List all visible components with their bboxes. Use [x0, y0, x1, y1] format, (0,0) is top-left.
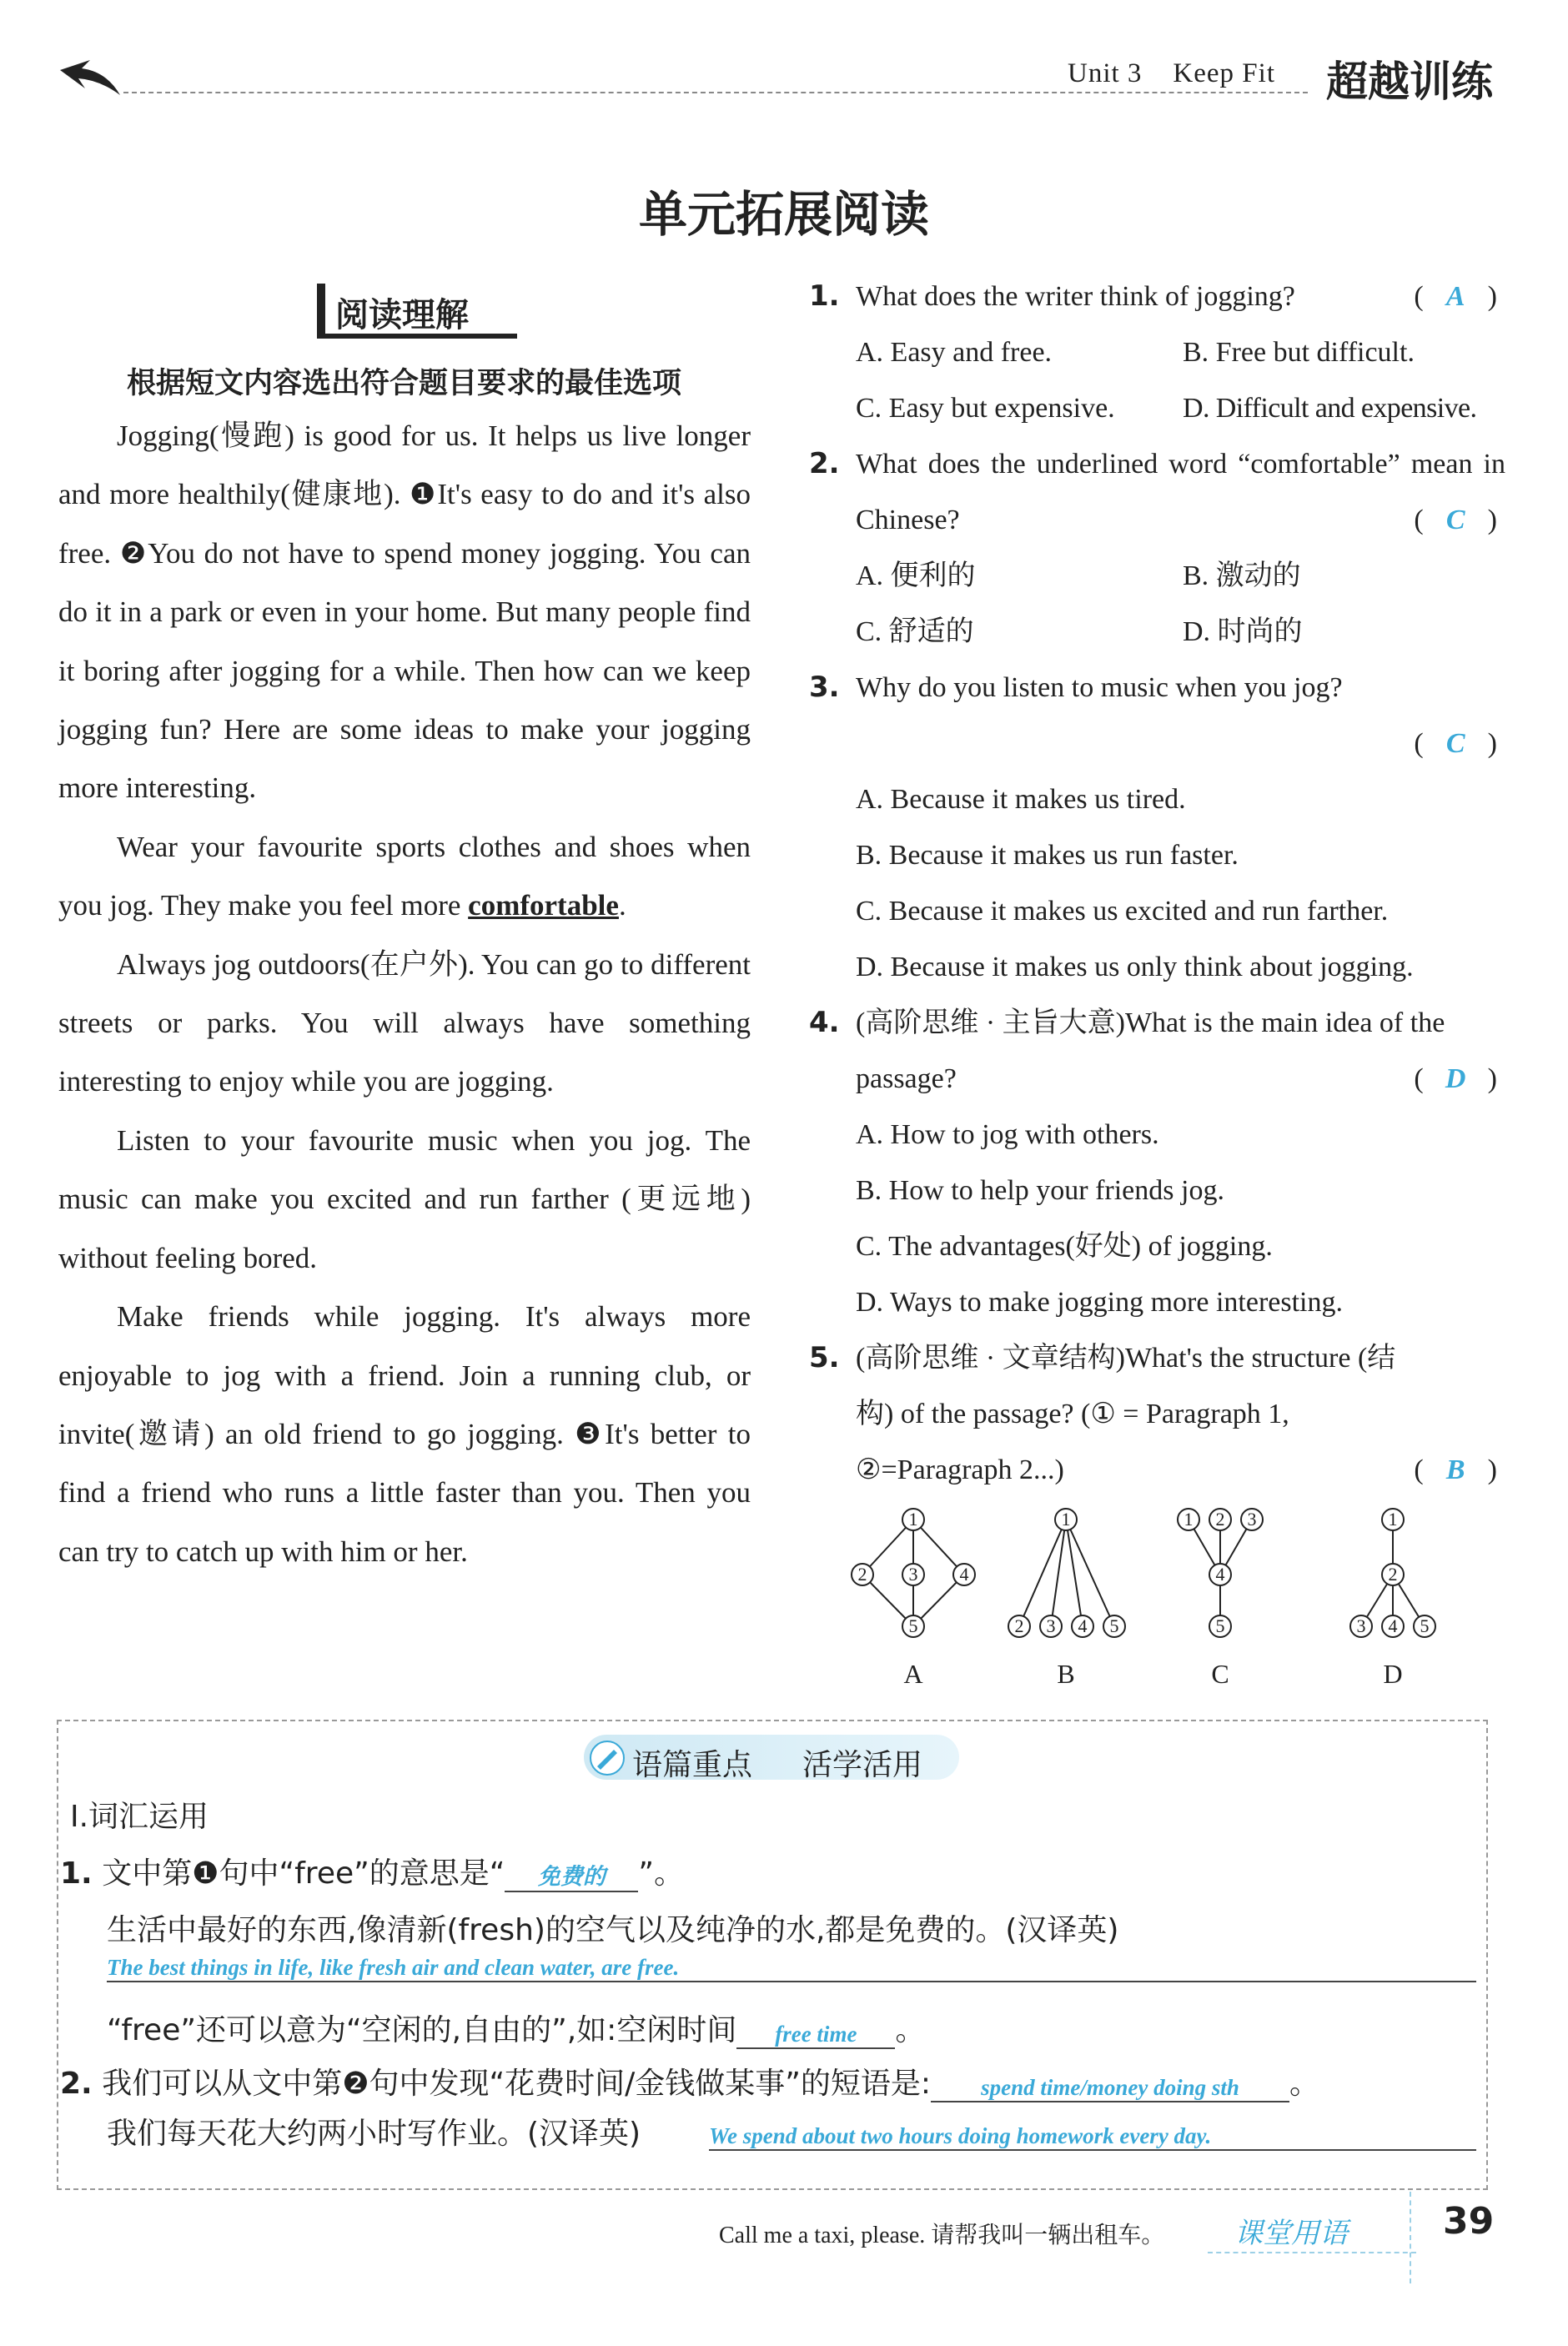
- svg-text:1: 1: [1184, 1509, 1194, 1530]
- footer-rule: [1208, 2252, 1416, 2253]
- answer-blank[interactable]: spend time/money doing sth: [931, 2075, 1289, 2102]
- banner-right: 活学活用: [802, 1748, 923, 1782]
- svg-text:2: 2: [1215, 1509, 1225, 1530]
- question-3: 3. Why do you listen to music when you jog? ( C ): [801, 660, 1505, 771]
- back-arrow-icon: [57, 53, 123, 103]
- svg-text:3: 3: [1247, 1509, 1257, 1530]
- answer-blank[interactable]: free time: [736, 2022, 895, 2049]
- option[interactable]: B. 激动的: [1183, 560, 1301, 591]
- svg-text:4: 4: [1388, 1615, 1398, 1636]
- svg-text:2: 2: [1388, 1564, 1398, 1585]
- answer-line[interactable]: The best things in life, like fresh air and clean water, are free.: [107, 1955, 1476, 1982]
- diagram-label-b: B: [1057, 1659, 1075, 1689]
- options-2: [856, 548, 1505, 660]
- diagram-label-a: A: [903, 1659, 923, 1689]
- vocab-banner: [584, 1735, 959, 1780]
- option[interactable]: B. Because it makes us run faster.: [856, 840, 1239, 871]
- question-5: 5. (高阶思维 · 文章结构)What's the structure (结构) of the passage? (① = Paragraph 1, ②=Paragraph 2...) ( B ): [801, 1330, 1505, 1498]
- diagram-b[interactable]: [1008, 1509, 1125, 1637]
- unit-label: Unit 3 Keep Fit: [1068, 58, 1275, 88]
- paragraph-2: Wear your favourite sports clothes and shoes when you jog. They make you feel more comfortable.: [58, 830, 751, 922]
- option[interactable]: A. Because it makes us tired.: [856, 784, 1186, 815]
- option[interactable]: C. The advantages(好处) of jogging.: [856, 1231, 1273, 1262]
- answer-1: A: [1445, 281, 1465, 312]
- sentence-marker-1: ❶: [410, 478, 438, 512]
- option[interactable]: C. Easy but expensive.: [856, 393, 1115, 424]
- option[interactable]: A. How to jog with others.: [856, 1119, 1159, 1150]
- vocab-q2: 2. 我们可以从文中第❷句中发现“花费时间/金钱做某事”的短语是: spend time/money doing sth 。: [60, 2067, 1320, 2101]
- footer-divider: [1410, 2192, 1411, 2283]
- sentence-marker-3: ❸: [575, 1417, 606, 1451]
- footer-phrase: Call me a taxi, please. 请帮我叫一辆出租车。: [719, 2223, 1165, 2248]
- instruction: 根据短文内容选出符合题目要求的最佳选项: [127, 367, 682, 400]
- page-number: 39: [1443, 2200, 1495, 2243]
- svg-text:4: 4: [1215, 1564, 1225, 1585]
- banner-left: 语篇重点: [632, 1748, 753, 1782]
- vocab-q1-translate: 生活中最好的东西,像清新(fresh)的空气以及纯净的水,都是免费的。(汉译英): [107, 1913, 1119, 1947]
- diagram-c[interactable]: [1178, 1509, 1263, 1637]
- paragraph-1: Jogging(慢跑) is good for us. It helps us live longer and more healthily(健康地). ❶It's easy to do and it's also free. ❷You do not have to spend money jogging. You can do it in a park or even in your home. But many people find it boring after jogging for a while. Then how can we keep jogging fun? Here are some ideas to make your jogging more interesting.: [58, 419, 751, 805]
- svg-text:3: 3: [1046, 1615, 1056, 1636]
- option[interactable]: A. Easy and free.: [856, 337, 1053, 368]
- option[interactable]: D. 时尚的: [1183, 616, 1303, 647]
- options-1: [856, 324, 1505, 436]
- svg-text:4: 4: [959, 1564, 969, 1585]
- answer-4: D: [1445, 1063, 1466, 1094]
- page-title: 单元拓展阅读: [638, 186, 929, 243]
- brand-label: 超越训练: [1326, 58, 1493, 106]
- underlined-word: comfortable: [468, 889, 619, 922]
- svg-text:5: 5: [1215, 1615, 1225, 1636]
- diagram-label-c: C: [1211, 1659, 1229, 1689]
- footer-tag: 课堂用语: [1234, 2217, 1348, 2250]
- diagram-label-d: D: [1383, 1659, 1403, 1689]
- svg-text:5: 5: [908, 1615, 918, 1636]
- option[interactable]: D. Ways to make jogging more interesting.: [856, 1287, 1343, 1318]
- option[interactable]: C. Because it makes us excited and run farther.: [856, 896, 1389, 927]
- option[interactable]: D. Because it makes us only think about jogging.: [856, 952, 1414, 982]
- diagram-a[interactable]: [852, 1509, 975, 1637]
- svg-text:3: 3: [1356, 1615, 1366, 1636]
- diagram-d[interactable]: [1350, 1509, 1435, 1637]
- option[interactable]: D. Difficult and expensive.: [1183, 393, 1477, 424]
- svg-text:3: 3: [908, 1564, 918, 1585]
- answer-5: B: [1445, 1454, 1465, 1485]
- answer-3: C: [1445, 728, 1465, 759]
- answer-blank[interactable]: 免费的: [505, 1858, 638, 1892]
- structure-diagrams: [842, 1501, 1476, 1701]
- sentence-marker-2: ❷: [119, 536, 148, 570]
- paragraph-3: Always jog outdoors(在户外). You can go to different streets or parks. You will always have something interesting to enjoy while you are jogging.: [58, 947, 751, 1098]
- questions: [801, 269, 1505, 1498]
- option[interactable]: B. How to help your friends jog.: [856, 1175, 1224, 1206]
- svg-text:5: 5: [1109, 1615, 1119, 1636]
- answer-line[interactable]: We spend about two hours doing homework every day.: [709, 2123, 1476, 2151]
- option[interactable]: A. 便利的: [856, 560, 976, 591]
- option[interactable]: B. Free but difficult.: [1183, 337, 1415, 368]
- svg-text:5: 5: [1420, 1615, 1430, 1636]
- vocab-heading: Ⅰ.词汇运用: [70, 1800, 209, 1834]
- question-2: 2. What does the underlined word “comfortable” mean in Chinese? ( C ): [801, 436, 1505, 548]
- svg-text:1: 1: [1388, 1509, 1398, 1530]
- paragraph-5: Make friends while jogging. It's always more enjoyable to jog with a friend. Join a running club, or invite(邀请) an old friend to go jogging. ❸It's better to find a friend who runs a little faster than you. Then you can try to catch up with him or her.: [58, 1300, 751, 1568]
- question-4: 4. (高阶思维 · 主旨大意)What is the main idea of the passage? ( D ): [801, 995, 1505, 1107]
- svg-text:2: 2: [1014, 1615, 1024, 1636]
- question-1: 1. What does the writer think of jogging? ( A ): [801, 269, 1505, 324]
- header-rule: [123, 92, 1308, 93]
- pen-icon: [589, 1740, 626, 1776]
- section-title: 阅读理解: [317, 284, 751, 342]
- vocab-q1: 1. 文中第❶句中“free”的意思是“ 免费的 ”。: [60, 1856, 685, 1891]
- svg-text:4: 4: [1078, 1615, 1088, 1636]
- paragraph-4: Listen to your favourite music when you jog. The music can make you excited and run farther (更远地) without feeling bored.: [58, 1123, 751, 1274]
- option[interactable]: C. 舒适的: [856, 616, 974, 647]
- svg-text:1: 1: [1061, 1509, 1071, 1530]
- vocab-q2-translate: 我们每天花大约两小时写作业。(汉译英): [107, 2117, 641, 2151]
- vocab-q1-extra: “free”还可以意为“空闲的,自由的”,如:空闲时间 free time 。: [107, 2013, 926, 2047]
- reading-passage: [58, 284, 751, 1581]
- svg-text:2: 2: [857, 1564, 867, 1585]
- svg-text:1: 1: [908, 1509, 918, 1530]
- answer-2: C: [1445, 505, 1465, 535]
